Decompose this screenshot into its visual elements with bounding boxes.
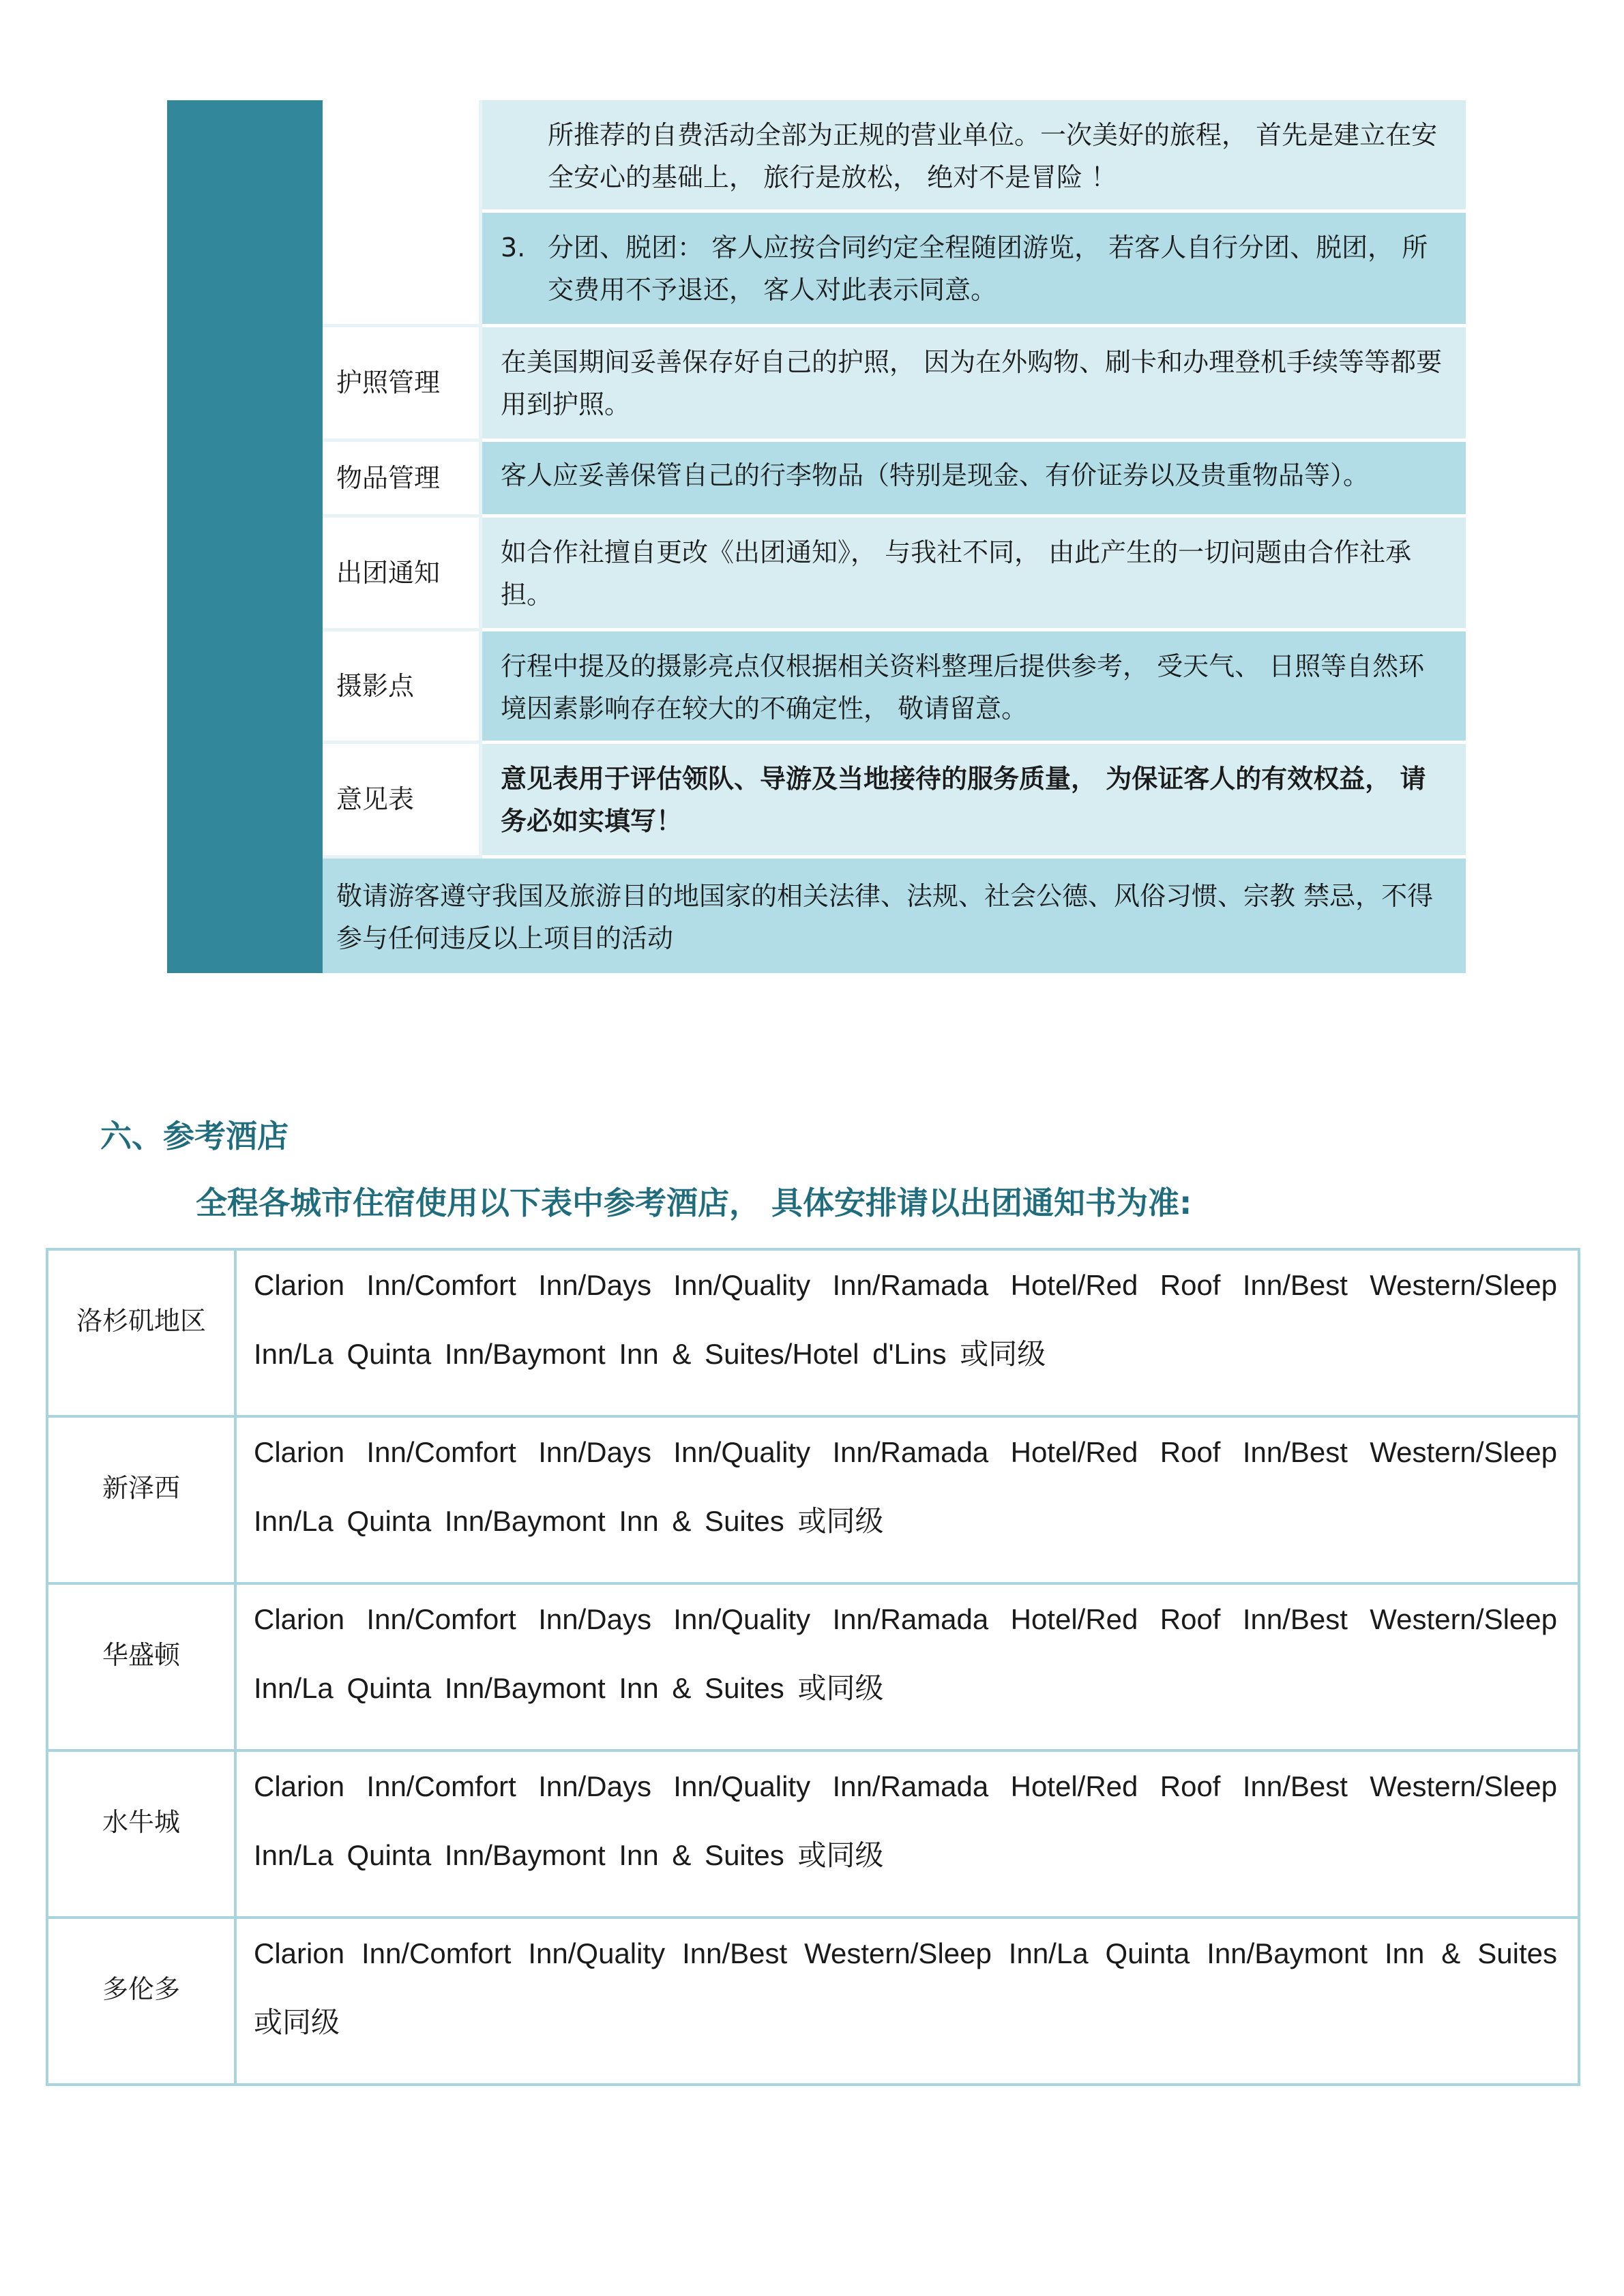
notice-item-number: 3. bbox=[501, 233, 526, 263]
notice-row-label: 护照管理 bbox=[323, 327, 482, 442]
table-row bbox=[47, 1249, 1579, 1416]
notice-row bbox=[323, 518, 1466, 631]
notice-row bbox=[323, 442, 1466, 518]
notice-row bbox=[323, 213, 1466, 327]
city-cell: 华盛顿 bbox=[47, 1583, 235, 1750]
notice-row-label: 物品管理 bbox=[323, 442, 482, 518]
notice-row-content: 如合作社擅自更改《出团通知》， 与我社不同， 由此产生的一切问题由合作社承担。 bbox=[482, 518, 1466, 631]
notice-row-content: 意见表用于评估领队、导游及当地接待的服务质量， 为保证客人的有效权益， 请务必如实填写！ bbox=[482, 744, 1466, 859]
city-cell: 新泽西 bbox=[47, 1416, 235, 1583]
notice-row bbox=[323, 744, 1466, 859]
notice-footer-row bbox=[323, 859, 1466, 973]
notice-row-content: 在美国期间妥善保存好自己的护照， 因为在外购物、刷卡和办理登机手续等等都要用到护照。 bbox=[482, 327, 1466, 442]
notice-row bbox=[323, 631, 1466, 744]
hotel-list-cell: Clarion Inn/Comfort Inn/Days Inn/Quality Inn/Ramada Hotel/Red Roof Inn/Best Western/Sleep Inn/La Quinta Inn/Baymont Inn & Suites/Hotel d'Lins 或同级 bbox=[235, 1249, 1579, 1416]
city-cell: 洛杉矶地区 bbox=[47, 1249, 235, 1416]
notice-row-content bbox=[482, 213, 1466, 327]
table-row bbox=[47, 1416, 1579, 1583]
notice-row-label bbox=[323, 213, 482, 327]
table-row bbox=[47, 1583, 1579, 1750]
notice-row-content: 行程中提及的摄影亮点仅根据相关资料整理后提供参考， 受天气、 日照等自然环境因素影响存在较大的不确定性， 敬请留意。 bbox=[482, 631, 1466, 744]
notice-row bbox=[323, 100, 1466, 213]
notice-row bbox=[323, 327, 1466, 442]
notice-row-label: 意见表 bbox=[323, 744, 482, 859]
notice-row-label bbox=[323, 100, 482, 213]
table-row bbox=[47, 1750, 1579, 1918]
notice-footer: 敬请游客遵守我国及旅游目的地国家的相关法律、法规、社会公德、风俗习惯、宗教 禁忌，不得参与任何违反以上项目的活动 bbox=[323, 859, 1466, 973]
section-title: 六、参考酒店 bbox=[100, 1118, 289, 1154]
notice-sidebar bbox=[167, 100, 323, 973]
hotel-list-cell: Clarion Inn/Comfort Inn/Days Inn/Quality Inn/Ramada Hotel/Red Roof Inn/Best Western/Sleep Inn/La Quinta Inn/Baymont Inn & Suites 或同级 bbox=[235, 1750, 1579, 1918]
hotel-list-cell: Clarion Inn/Comfort Inn/Days Inn/Quality Inn/Ramada Hotel/Red Roof Inn/Best Western/Sleep Inn/La Quinta Inn/Baymont Inn & Suites 或同级 bbox=[235, 1583, 1579, 1750]
city-cell: 多伦多 bbox=[47, 1918, 235, 2085]
notice-row-content: 所推荐的自费活动全部为正规的营业单位。一次美好的旅程， 首先是建立在安全安心的基础上， 旅行是放松， 绝对不是冒险 ！ bbox=[482, 100, 1466, 213]
notice-table bbox=[167, 100, 1466, 973]
hotel-list-cell: Clarion Inn/Comfort Inn/Days Inn/Quality Inn/Ramada Hotel/Red Roof Inn/Best Western/Sleep Inn/La Quinta Inn/Baymont Inn & Suites 或同级 bbox=[235, 1416, 1579, 1583]
hotel-list-cell: Clarion Inn/Comfort Inn/Quality Inn/Best Western/Sleep Inn/La Quinta Inn/Baymont Inn & Suites 或同级 bbox=[235, 1918, 1579, 2085]
notice-row-label: 摄影点 bbox=[323, 631, 482, 744]
notice-row-label: 出团通知 bbox=[323, 518, 482, 631]
section-subtitle: 全程各城市住宿使用以下表中参考酒店， 具体安排请以出团通知书为准: bbox=[196, 1184, 1192, 1221]
table-row bbox=[47, 1918, 1579, 2085]
city-cell: 水牛城 bbox=[47, 1750, 235, 1918]
hotel-table bbox=[46, 1248, 1580, 2086]
notice-row-content: 客人应妥善保管自己的行李物品（特别是现金、有价证券以及贵重物品等）。 bbox=[482, 442, 1466, 518]
notice-item-text: 分团、脱团： 客人应按合同约定全程随团游览， 若客人自行分团、脱团， 所交费用不予退还， 客人对此表示同意。 bbox=[548, 233, 1428, 305]
